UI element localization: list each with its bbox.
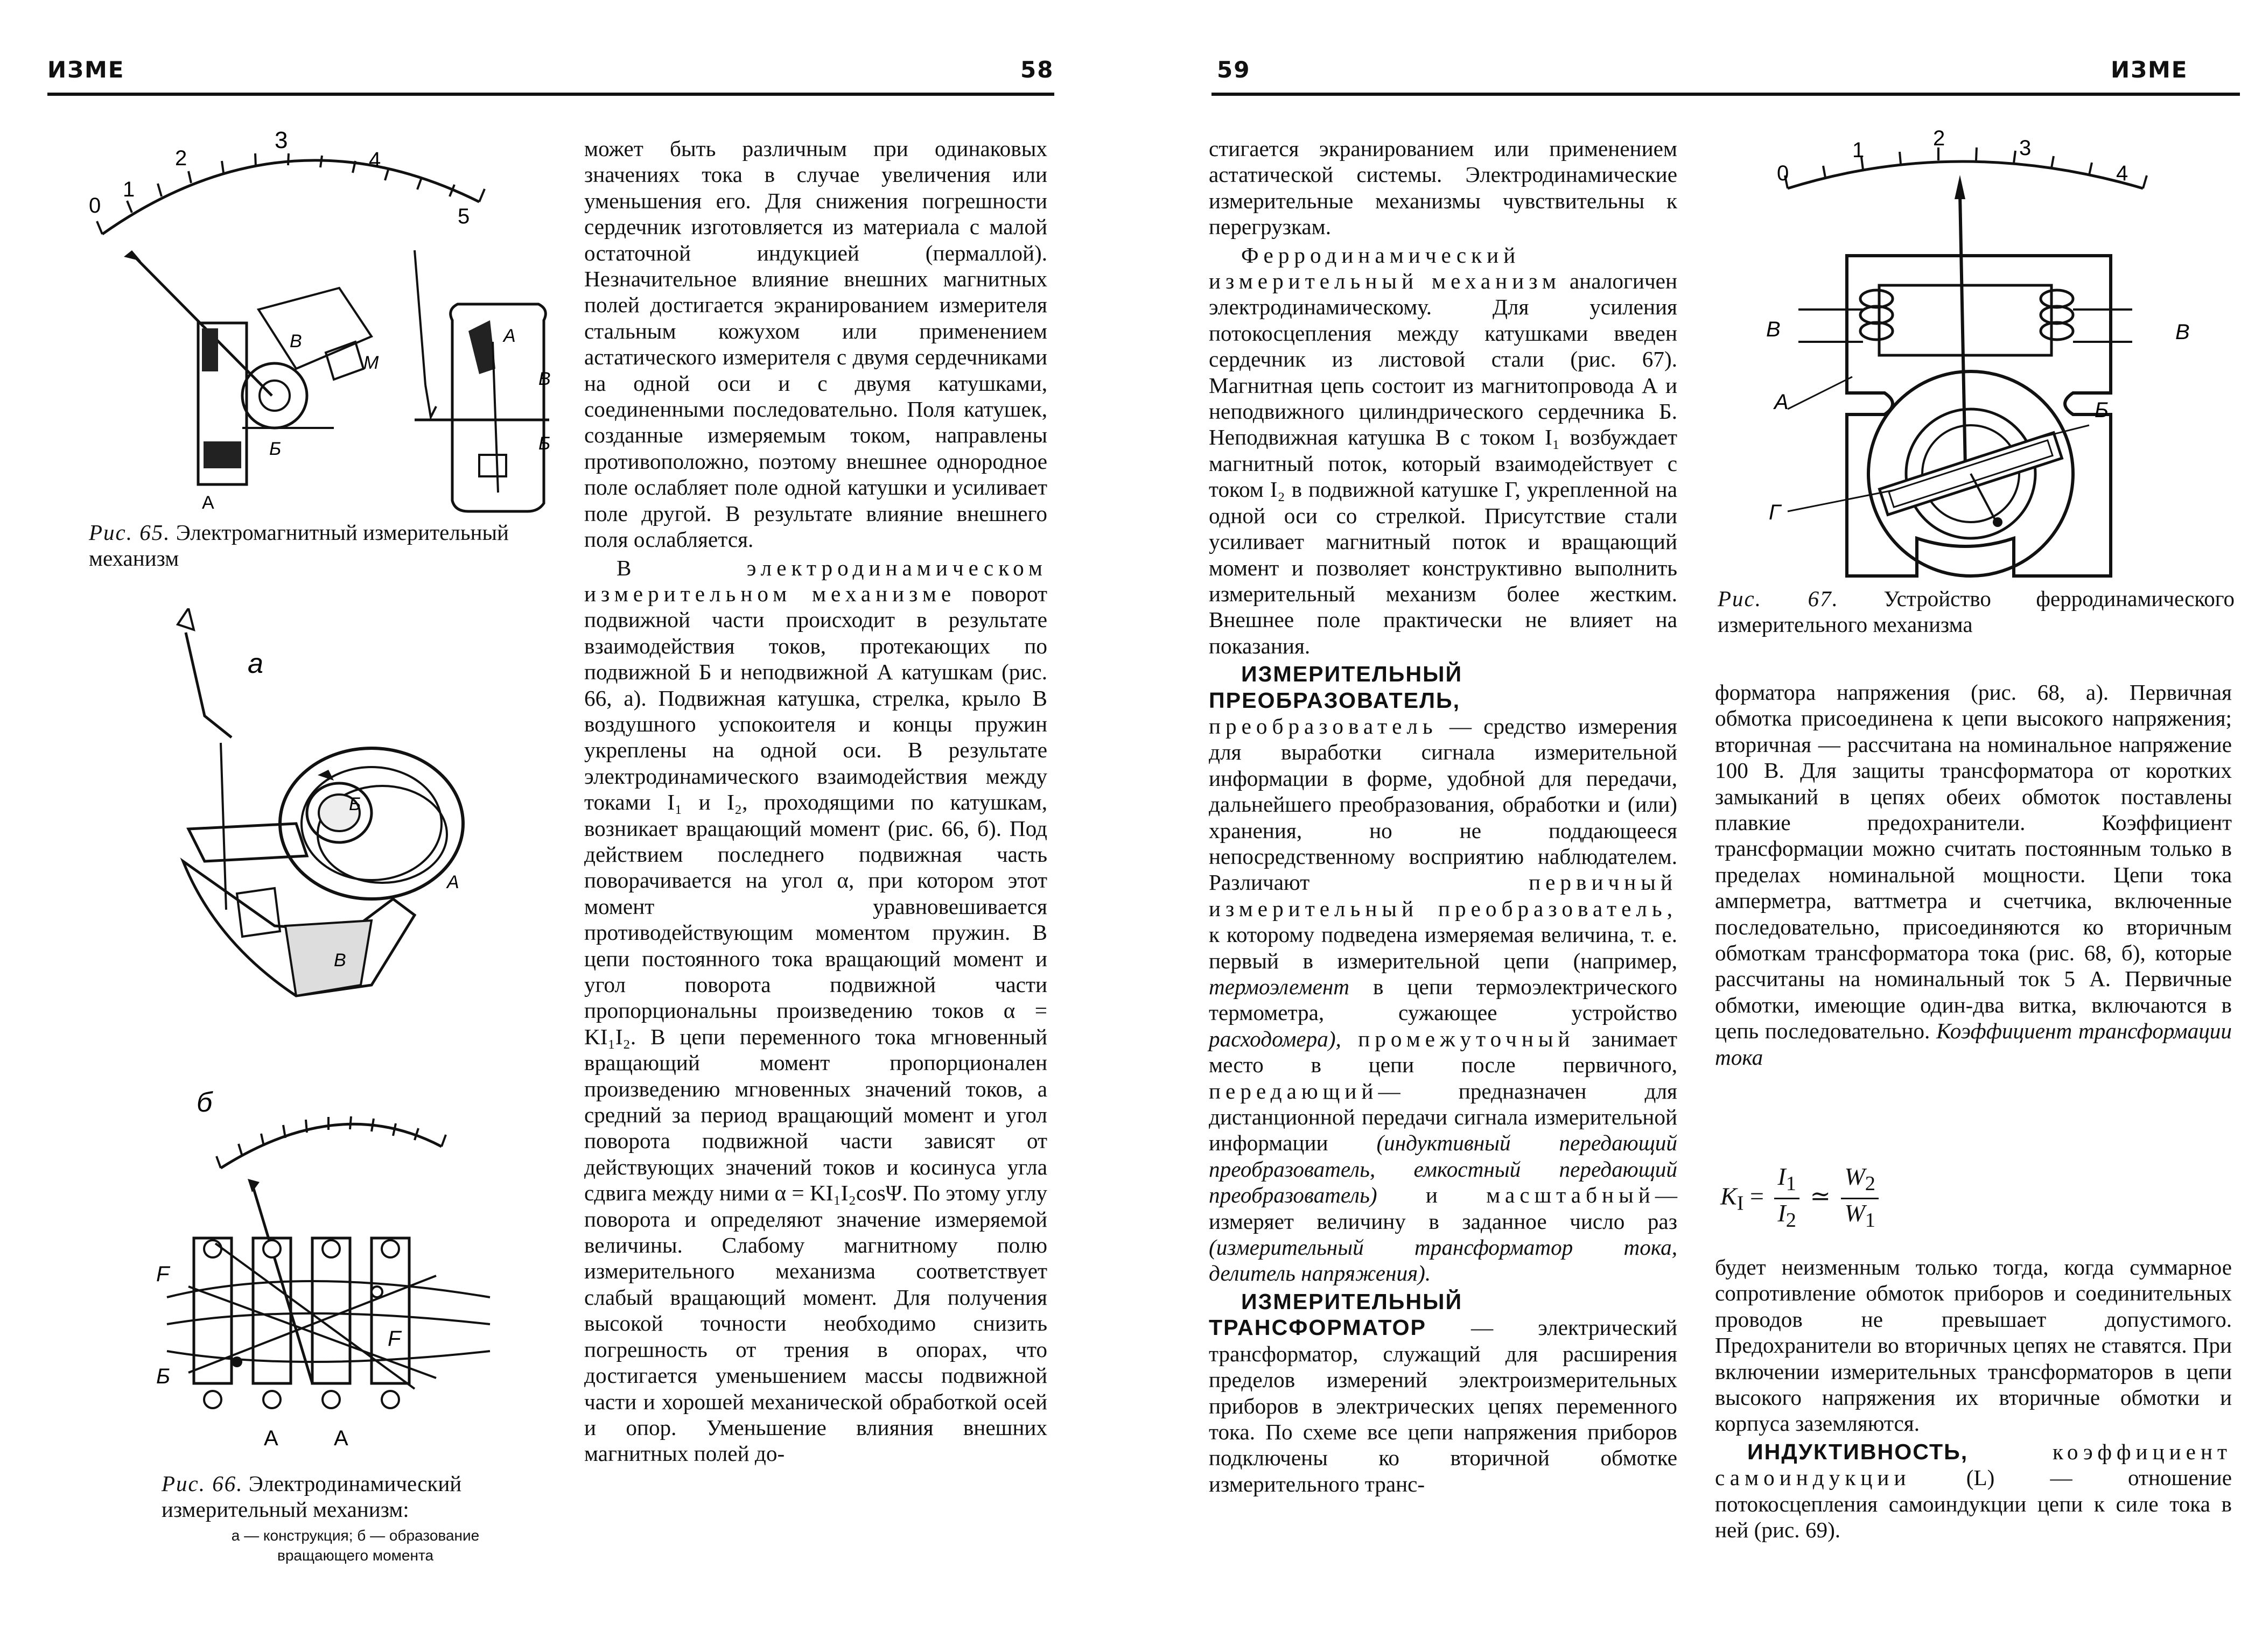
- spaced-term: Ферродинамический измерительный механизм: [1209, 242, 1561, 294]
- spaced-term: масштабный: [1486, 1183, 1655, 1208]
- fig66-sublabel-b: б: [197, 1087, 213, 1118]
- fig66-caption-sub-2: вращающего момента: [277, 1547, 434, 1564]
- fig65-part-label: А: [202, 493, 214, 513]
- figure-67-caption: [1718, 586, 2235, 637]
- fig67-part-label: А: [1774, 390, 1789, 414]
- fig65-scale-label: 1: [123, 178, 135, 201]
- formula-subscript: 2: [1785, 1209, 1796, 1232]
- paragraph: стигается экранированием или применением астатической системы. Электродинамические измерительные механизмы чувствительны к перегрузкам.: [1209, 136, 1677, 240]
- formula-operator: =: [1749, 1182, 1764, 1210]
- entry-text: — предназначен для дистанционной передачи сигнала измерительной информации: [1209, 1078, 1677, 1156]
- figure-66-illustration: [135, 608, 538, 1453]
- formula-symbol: W: [1844, 1199, 1865, 1227]
- entry-term: ИНДУКТИВНОСТЬ,: [1747, 1439, 1969, 1464]
- fig67-caption-label: Рис. 67.: [1718, 586, 1839, 611]
- fig67-scale-label: 1: [1852, 138, 1865, 162]
- header-rule: [47, 93, 1054, 96]
- fig65-part-label: М: [363, 353, 379, 373]
- fig66-part-label: А: [334, 1426, 348, 1450]
- right-page: [1131, 0, 2262, 1652]
- formula-symbol: I: [1777, 1199, 1786, 1227]
- spaced-term: первичный измерительный преобразователь,: [1209, 870, 1677, 921]
- fig65-scale-label: 3: [275, 127, 288, 153]
- page-number: 59: [1217, 57, 1251, 83]
- fig67-scale-label: 3: [2019, 136, 2032, 160]
- fig66-part-label: F: [156, 1262, 170, 1286]
- spaced-term: преобразователь: [1209, 713, 1438, 739]
- left-page-text-column: [584, 136, 1047, 1467]
- formula-subscript: 1: [1785, 1172, 1796, 1196]
- fig66-caption-text: Электродинамический измерительный механизм:: [162, 1471, 462, 1522]
- entry-text: в цепи термоэлектрического термометра, сужающее устройство: [1209, 974, 1677, 1025]
- italic-term: расходомера),: [1209, 1026, 1341, 1051]
- entry-text: (L) — отношение потокосцепления самоиндукции цепи к силе тока в ней (рис. 69).: [1715, 1465, 2232, 1543]
- fig67-scale-label: 2: [1933, 126, 1945, 150]
- spaced-term: коэффициент самоиндукции: [1715, 1439, 2232, 1491]
- spaced-term: промежуточный: [1358, 1026, 1575, 1051]
- running-head-section: ИЗМЕ: [2111, 57, 2188, 83]
- figure-65-caption: [89, 519, 547, 571]
- entry-text: к которому подведена измеряемая величина, т. е. первый в измерительной цепи (например,: [1209, 922, 1677, 973]
- spaced-term: В электродинамическом измерительном механизме: [584, 555, 1047, 606]
- fig67-part-label: В: [1766, 318, 1781, 341]
- formula-operator: ≃: [1810, 1182, 1831, 1210]
- italic-term: (индуктивный передающий преобразователь, емкостный передающий преобразователь): [1209, 1130, 1677, 1208]
- fig67-scale-label: 4: [2116, 161, 2128, 185]
- fig65-scale-label: 2: [175, 146, 187, 170]
- right-page-right-column-cont: [1715, 1254, 2232, 1543]
- entry-text: — средство измерения для выработки сигнала измерительной информации в форме, удобной для передачи, дальнейшего преобразования, обработки и (или) хранения, но не поддающееся непосредственному восприятию наблюдателем. Различают: [1209, 713, 1677, 895]
- fig66-sublabel-a: а: [248, 648, 263, 679]
- figure-67-illustration: [1701, 124, 2240, 581]
- formula-symbol: K: [1720, 1182, 1737, 1210]
- entry-term: ИЗМЕРИТЕЛЬНЫЙ ПРЕОБРАЗОВАТЕЛЬ,: [1209, 662, 1463, 713]
- paragraph-text: форматора напряжения (рис. 68, а). Первичная обмотка присоединена к цепи высокого напряжения; вторичная — рассчитана на номинальное напряжение 100 В. Для защиты трансформатора от коротких замыканий в цепях обеих обмоток поставлены плавкие предохранители. Коэффициент трансформации можно считать постоянным только в пределах номинальной мощности. Цепи тока амперметра, ваттметра и счетчика, включенные последовательно, присоединяются ко вторичным обмоткам трансформатора тока (рис. 68, б), которые рассчитаны на номинальный ток 5 А. Первичные обмотки, имеющие один-два витка, включаются в цепь последовательно.: [1715, 680, 2232, 1044]
- header-rule: [1211, 93, 2240, 96]
- fig67-part-label: Б: [2095, 398, 2109, 422]
- fig65-part-label: В: [290, 331, 302, 352]
- fig66-part-label: А: [264, 1426, 278, 1450]
- italic-term: термоэлемент: [1209, 974, 1350, 999]
- spaced-term: передающий: [1209, 1078, 1378, 1103]
- fig65-caption-label: Рис. 65.: [89, 520, 171, 545]
- right-page-right-column: [1715, 679, 2232, 1070]
- fig66-part-label: Б: [156, 1365, 171, 1388]
- fig65-part-label: Б: [538, 433, 551, 454]
- fraction-currents: [1774, 1163, 1799, 1234]
- fig66-caption-sub-1: а — конструкция; б — образование: [231, 1527, 480, 1544]
- running-head-section: ИЗМЕ: [47, 57, 125, 83]
- entry-term: ИЗМЕРИТЕЛЬНЫЙ ТРАНСФОРМАТОР: [1209, 1289, 1463, 1340]
- entry-text: занимает место в цепи после первичного,: [1209, 1026, 1678, 1078]
- right-page-left-column: [1209, 136, 1677, 1497]
- formula-subscript: I: [1736, 1192, 1744, 1215]
- fig67-part-label: В: [2175, 320, 2190, 344]
- fig67-scale-label: 0: [1777, 161, 1789, 185]
- fig67-caption-text: Устройство ферродинамического измерительного механизма: [1718, 586, 2235, 637]
- italic-term: (измерительный трансформатор тока, делитель напряжения).: [1209, 1235, 1677, 1286]
- paragraph: [1209, 242, 1677, 659]
- fig66-part-label: А: [447, 872, 459, 892]
- paragraph: [1715, 679, 2232, 1070]
- figure-66-caption: [162, 1471, 549, 1522]
- fig66-part-label: В: [334, 950, 346, 971]
- paragraph: [584, 555, 1047, 1467]
- entry-text: и: [1425, 1183, 1438, 1208]
- paragraph-text: поворот подвижной части происходит в результате взаимодействия токов, протекающих по подвижной Б и неподвижной А катушкам (рис. 66, а). Подвижная катушка, стрелка, крыло В воздушного успокоителя и концы пружин укреплены на одной оси. В результате электродинамического взаимодействия между токами I₁ и I₂, проходящими по катушкам, возникает вращающий момент (рис. 66, б). Под действием последнего подвижная часть поворачивается на угол α, при котором этот момент уравновешивается противодействующим моментом пружин. В цепи постоянного тока вращающий момент и угол поворота подвижной части пропорциональны произведению токов α = KI₁I₂. В цепи переменного тока мгновенный вращающий момент пропорционален произведению мгновенных значений токов, а средний за период вращающий момент и угол поворота подвижной части зависят от действующих значений токов и косинуса угла сдвига между ними α = KI₁I₂cosΨ. По этому углу поворота и определяют значение измеряемой величины. Слабому магнитному полю измерительного механизма соответствует слабый вращающий момент. Для получения высокой точности необходимо снизить погрешность от трения в опорах, что достигается уменьшением массы подвижной части и хорошей механической обработкой осей и опор. Уменьшение влияния внешних магнитных полей до-: [584, 581, 1047, 1466]
- entry-izmeritelny-preobrazovatel: [1209, 661, 1677, 1287]
- paragraph: может быть различным при одинаковых значениях тока в случае увеличения или уменьшения его. Для снижения погрешности сердечник изготовляется из материала с малой остаточной индукцией (пермаллой). Незначительное влияние внешних магнитных полей достигается экранированием измерителя стальным кожухом или применением астатического измерителя с двумя сердечниками на одной оси и с двумя катушками, соединенными последовательно. Поля катушек, созданные измеряемым током, направлены противоположно, поэтому внешнее однородное поле ослабляет поле одной катушки и усиливает поле другой. В результате влияние внешнего поля ослабляется.: [584, 136, 1047, 552]
- figure-65-illustration: [81, 116, 555, 514]
- fig67-part-label: Г: [1769, 501, 1781, 524]
- fig65-part-label: Б: [269, 439, 282, 459]
- fig66-caption-label: Рис. 66.: [162, 1471, 243, 1496]
- formula-subscript: 2: [1865, 1172, 1875, 1196]
- fig66-part-label: F: [388, 1327, 401, 1351]
- entry-induktivnost: [1715, 1439, 2232, 1543]
- fig66-part-label: Б: [349, 794, 361, 814]
- entry-text: — электрический трансформатор, служащий для расширения пределов измерений электроизмерительных приборов в электрических цепях переменного тока. По схеме все цепи напряжения приборов подключены ко вторичной обмотке измерительного транс-: [1209, 1315, 1677, 1496]
- italic-term: Коэффициент трансформации тока: [1715, 1018, 2232, 1070]
- fig65-part-label: В: [538, 369, 551, 389]
- fig65-scale-label: 5: [458, 205, 470, 228]
- fig65-part-label: А: [503, 326, 516, 346]
- paragraph-text: аналогичен электродинамическому. Для усиления потокосцепления между катушками введен сердечник из листовой стали (рис. 67). Магнитная цепь состоит из магнитопровода А и неподвижного цилиндрического сердечника Б. Неподвижная катушка В с током I₁ возбуждает магнитный поток, который взаимодействует с током I₂ в подвижной катушке Г, укрепленной на одной оси со стрелкой. Присутствие стали усиливает магнитный поток и вращающий момент и позволяет конструктивно выполнить измерительный механизм более жестким. Внешнее поле практически не влияет на показания.: [1209, 269, 1677, 658]
- formula-symbol: W: [1844, 1163, 1865, 1190]
- page-number: 58: [1020, 57, 1054, 83]
- entry-izmeritelny-transformator: [1209, 1289, 1677, 1497]
- fig65-caption-text: Электромагнитный измерительный механизм: [89, 520, 509, 571]
- fraction-windings: [1841, 1163, 1879, 1234]
- fig65-scale-label: 0: [89, 194, 101, 217]
- formula-subscript: 1: [1865, 1209, 1875, 1232]
- formula-transformation-coefficient: [1720, 1163, 1883, 1234]
- formula-symbol: I: [1777, 1163, 1786, 1190]
- entry-text: — измеряет величину в заданное число раз: [1209, 1183, 1677, 1234]
- paragraph: будет неизменным только тогда, когда суммарное сопротивление обмоток приборов и соединительных проводов не превышает допустимого. Предохранители во вторичных цепях не ставятся. При включении измерительных трансформаторов в цепи высокого напряжения их вторичные обмотки и корпуса заземляются.: [1715, 1255, 2232, 1436]
- fig65-scale-label: 4: [369, 148, 381, 172]
